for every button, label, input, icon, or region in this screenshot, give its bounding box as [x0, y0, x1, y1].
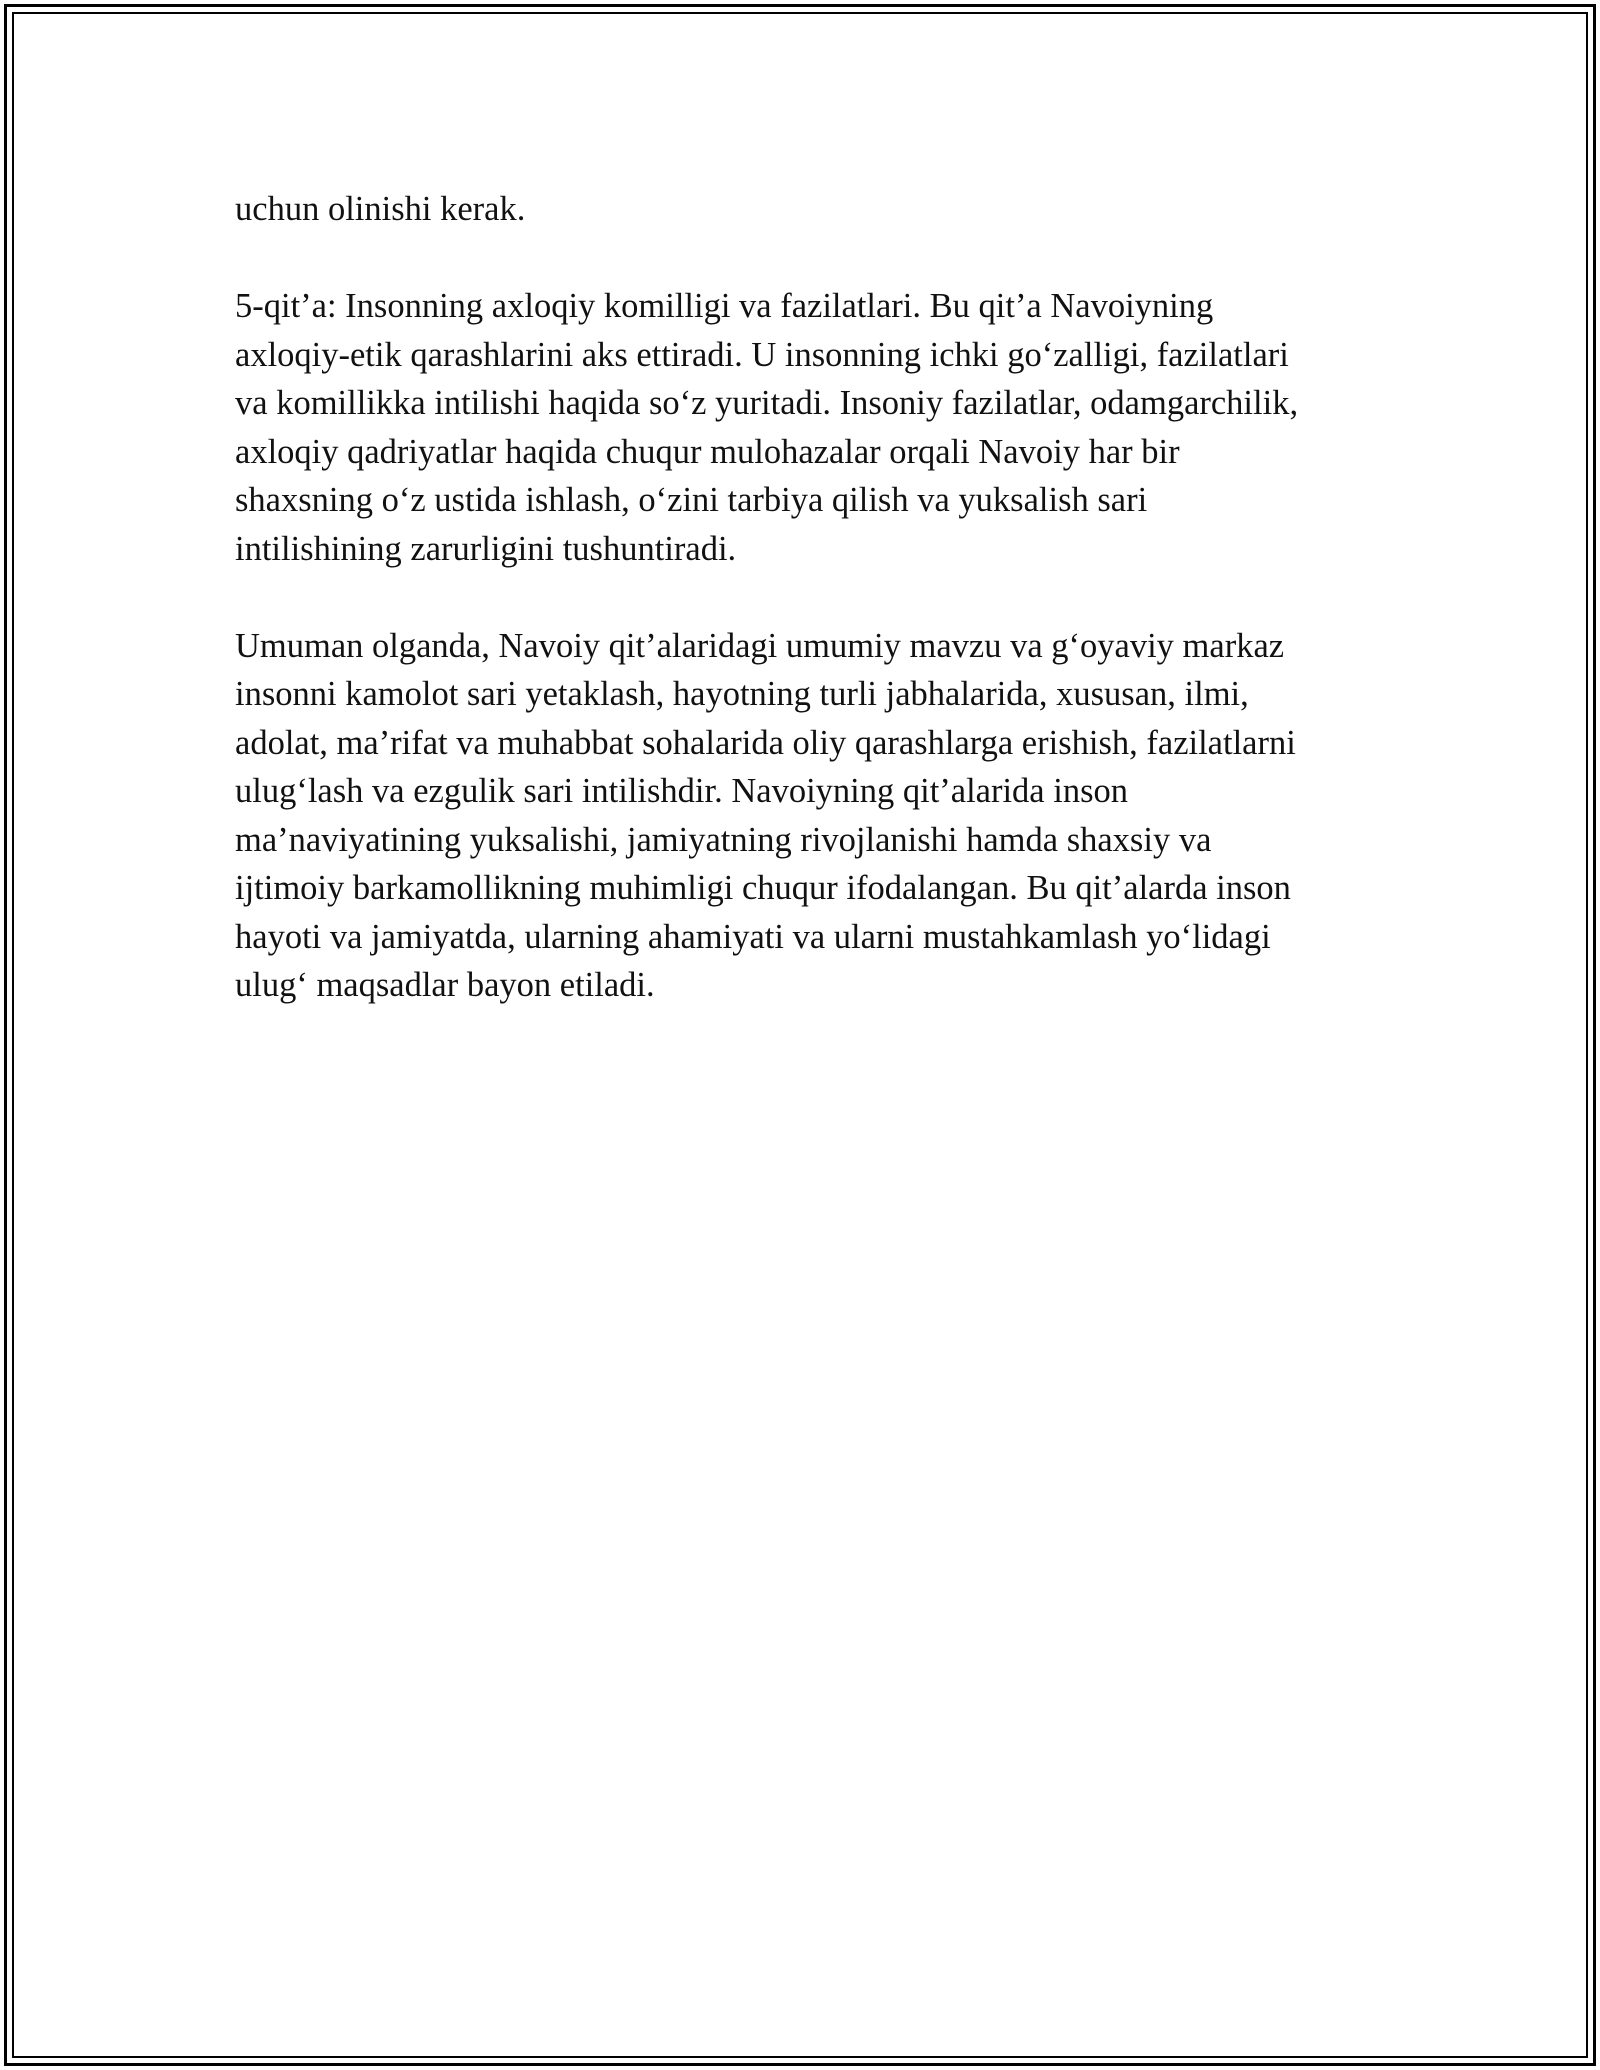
text-line: ijtimoiy barkamollikning muhimligi chuqur ifodalangan. Bu qit’alarda inson: [235, 869, 1291, 907]
text-line: adolat, ma’rifat va muhabbat sohalarida oliy qarashlarga erishish, fazilatlarni: [235, 723, 1296, 762]
text-line: axloqiy-etik qarashlarini aks ettiradi. U insonning ichki go‘zalligi, fazilatlari: [235, 335, 1289, 374]
paragraph-continuation: [235, 185, 1395, 234]
text-line: ma’naviyatining yuksalishi, jamiyatning rivojlanishi hamda shaxsiy va: [235, 820, 1212, 859]
text-line: ulug‘lash va ezgulik sari intilishdir. Navoiyning qit’alarida inson: [235, 772, 1129, 810]
text-line: ulug‘ maqsadlar bayon etiladi.: [235, 966, 655, 1004]
text-line: insonni kamolot sari yetaklash, hayotning turli jabhalarida, xususan, ilmi,: [235, 675, 1249, 713]
text-line: axloqiy qadriyatlar haqida chuqur mulohazalar orqali Navoiy har bir: [235, 432, 1180, 471]
document-body: [235, 185, 1395, 1010]
text-line: va komillikka intilishi haqida so‘z yuritadi. Insoniy fazilatlar, odamgarchilik,: [235, 384, 1299, 422]
text-line: Umuman olganda, Navoiy qit’alaridagi umumiy mavzu va g‘oyaviy markaz: [235, 626, 1285, 665]
paragraph-conclusion: [235, 622, 1395, 1010]
text-line: hayoti va jamiyatda, ularning ahamiyati va ularni mustahkamlash yo‘lidagi: [235, 917, 1271, 956]
paragraph-qita-5: [235, 282, 1395, 573]
text-line: shaxsning o‘z ustida ishlash, o‘zini tarbiya qilish va yuksalish sari: [235, 481, 1148, 519]
text-line: intilishining zarurligini tushuntiradi.: [235, 529, 737, 568]
text-line: uchun olinishi kerak.: [235, 190, 526, 228]
text-line: 5-qit’a: Insonning axloqiy komilligi va fazilatlari. Bu qit’a Navoiyning: [235, 287, 1214, 325]
